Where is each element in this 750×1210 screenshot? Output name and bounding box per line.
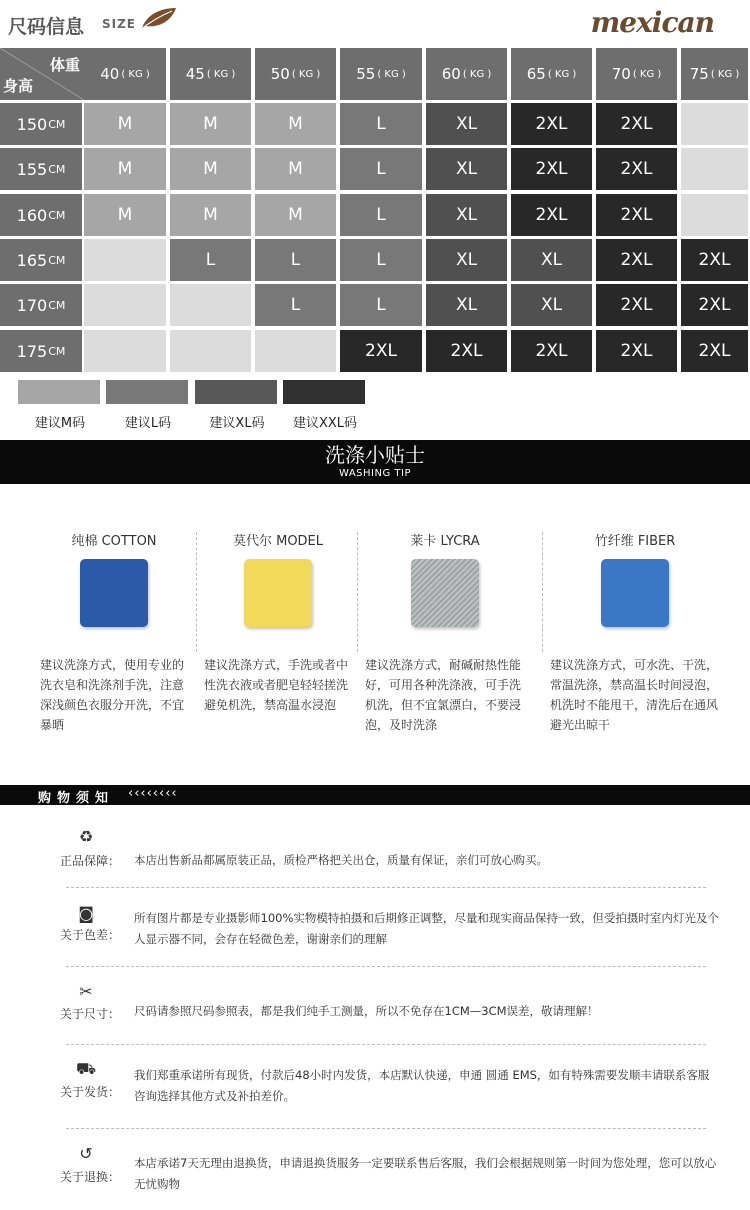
notice-text: 所有图片都是专业摄影师100%实物模特拍摄和后期修正调整，尽量和现实商品保持一致，但受拍摄时室内灯光及个人显示器不同，会存在轻微色差，谢谢亲们的理解: [134, 911, 719, 946]
legend-item: [195, 380, 279, 431]
height-header: [0, 103, 82, 145]
fabric-name: 莫代尔 MODEL: [232, 534, 324, 549]
notice-text: 本店承诺7天无理由退换货，申请退换货服务一定要联系售后客服，我们会根据规则第一时间为您处理，您可以放心无忧购物: [134, 1156, 717, 1191]
notice-label: 正品保障：: [60, 854, 121, 868]
height-value: 155: [16, 159, 48, 179]
size-cell: L: [340, 239, 422, 281]
size-cell: L: [340, 194, 422, 236]
recycle-icon: ♻: [78, 827, 94, 846]
weight-unit: ( KG ): [710, 68, 740, 80]
size-info-title: 尺码信息: [8, 16, 85, 38]
size-cell: [84, 330, 166, 372]
weight-unit: ( KG ): [121, 68, 150, 80]
size-cell: XL: [426, 103, 507, 145]
fabric-swatch: [411, 559, 479, 627]
size-cell: 2XL: [511, 148, 592, 190]
height-value: 165: [16, 250, 48, 270]
size-cell: 2XL: [596, 239, 677, 281]
size-cell: M: [255, 103, 336, 145]
weight-header: [170, 48, 251, 100]
camera-icon: ◙: [78, 904, 94, 923]
size-cell: XL: [426, 194, 507, 236]
weight-unit: ( KG ): [291, 68, 321, 80]
height-header: [0, 148, 82, 190]
notice-text: 我们郑重承诺所有现货，付款后48小时内发货，本店默认快递，申通 圆通 EMS，如有特殊需要发顺丰请联系客服咨询选择其他方式及补拍差价。: [134, 1068, 710, 1103]
truck-icon: ⛟: [76, 1059, 97, 1078]
size-cell: XL: [511, 239, 592, 281]
weight-header: [681, 48, 748, 100]
fabric-divider: [542, 532, 543, 652]
size-cell: M: [255, 194, 336, 236]
notice-separator: [66, 1128, 706, 1129]
fabric-care-text: 建议洗涤方式，可水洗、干洗，常温洗涤，禁高温长时间浸泡，机洗时不能甩干，清洗后在通风避光出晾干: [550, 658, 719, 732]
size-chart-table: [0, 48, 750, 374]
shopping-notice-title: 购物须知: [38, 791, 115, 806]
fabric-care-text: 建议洗涤方式，耐碱耐热性能好，可用各种洗涤液，可手洗机洗，但不宜氯漂白，不要浸泡，及时洗涤: [365, 658, 522, 732]
fabric-swatch: [80, 559, 148, 627]
size-cell: L: [340, 148, 422, 190]
legend-swatch: [195, 380, 277, 404]
table-corner-header: [0, 48, 84, 100]
size-cell: L: [340, 284, 422, 326]
size-cell: XL: [511, 284, 592, 326]
legend-label: 建议XXL码: [292, 416, 358, 431]
fabric-divider: [357, 532, 358, 652]
fabric-swatch: [244, 559, 312, 627]
size-legend: [0, 380, 750, 436]
weight-value: 75: [689, 65, 709, 83]
size-cell: 2XL: [596, 284, 677, 326]
size-cell: M: [84, 194, 166, 236]
weight-header: [426, 48, 507, 100]
legend-label: 建议L码: [124, 416, 172, 431]
size-cell: 2XL: [340, 330, 422, 372]
weight-unit: ( KG ): [547, 68, 577, 80]
size-cell: 2XL: [596, 103, 677, 145]
size-cell: 2XL: [511, 103, 592, 145]
legend-label: 建议M码: [34, 416, 86, 431]
notice-label: 关于发货：: [60, 1085, 121, 1099]
page-header: [0, 0, 750, 48]
fabric-name: 纯棉 COTTON: [71, 534, 157, 549]
size-en-label: SIZE: [102, 17, 137, 31]
weight-header: [84, 48, 166, 100]
size-cell: XL: [426, 239, 507, 281]
size-cell: [170, 284, 251, 326]
fabric-swatch: [601, 559, 669, 627]
shopping-notice-banner: [0, 785, 750, 805]
size-cell: 2XL: [426, 330, 507, 372]
weight-unit: ( KG ): [462, 68, 492, 80]
weight-header: [340, 48, 422, 100]
washing-tip-subtitle: WASHING TIP: [339, 468, 411, 479]
leaf-icon: [138, 6, 178, 32]
size-cell: XL: [426, 284, 507, 326]
weight-value: 70: [611, 65, 631, 83]
notice-text: 尺码请参照尺码参照表，都是我们纯手工测量，所以不免存在1CM—3CM误差，敬请理解！: [134, 1004, 599, 1018]
height-unit: CM: [48, 117, 66, 131]
fabric-name: 竹纤维 FIBER: [594, 534, 676, 549]
height-value: 170: [16, 295, 48, 315]
notice-separator: [66, 966, 706, 967]
fabric-card: [204, 530, 352, 715]
legend-item: [18, 380, 102, 431]
legend-swatch: [106, 380, 188, 404]
weight-header: [255, 48, 336, 100]
legend-swatch: [18, 380, 100, 404]
weight-value: 60: [441, 65, 461, 83]
size-cell: L: [255, 239, 336, 281]
weight-header: [596, 48, 677, 100]
legend-item: [106, 380, 190, 431]
size-cell: 2XL: [681, 239, 748, 281]
size-cell: 2XL: [596, 148, 677, 190]
return-icon: ↺: [79, 1144, 93, 1163]
height-unit: CM: [48, 162, 66, 176]
size-cell: 2XL: [511, 330, 592, 372]
fabric-card: [550, 530, 720, 735]
height-header: [0, 239, 82, 281]
fabric-name: 莱卡 LYCRA: [410, 534, 480, 549]
size-cell: 2XL: [596, 194, 677, 236]
chevrons-left-icon: ‹‹‹‹‹‹‹‹: [128, 786, 178, 801]
notice-separator: [66, 1044, 706, 1045]
size-cell: XL: [426, 148, 507, 190]
height-unit: CM: [48, 298, 66, 312]
size-cell: 2XL: [596, 330, 677, 372]
height-unit: CM: [48, 208, 66, 222]
size-cell: M: [84, 103, 166, 145]
weight-unit: ( KG ): [206, 68, 236, 80]
height-unit: CM: [48, 344, 66, 358]
height-axis-label: 身高: [3, 77, 34, 95]
brand-logo: mexican: [590, 6, 714, 39]
notice-label: 关于色差：: [60, 928, 121, 942]
legend-item: [283, 380, 367, 431]
size-cell: [84, 239, 166, 281]
legend-swatch: [283, 380, 365, 404]
notice-separator: [66, 887, 706, 888]
size-cell: [681, 103, 748, 145]
size-cell: 2XL: [511, 194, 592, 236]
height-header: [0, 330, 82, 372]
weight-unit: ( KG ): [377, 68, 406, 80]
size-cell: 2XL: [681, 284, 748, 326]
size-cell: [84, 284, 166, 326]
size-cell: M: [255, 148, 336, 190]
weight-unit: ( KG ): [632, 68, 662, 80]
size-cell: 2XL: [681, 330, 748, 372]
size-cell: [681, 194, 748, 236]
height-value: 150: [16, 114, 48, 134]
fabric-divider: [196, 532, 197, 652]
washing-tip-title: 洗涤小贴士: [325, 443, 425, 467]
weight-value: 65: [526, 65, 546, 83]
washing-tip-banner: [0, 440, 750, 484]
weight-header: [511, 48, 592, 100]
size-cell: M: [84, 148, 166, 190]
height-unit: CM: [48, 253, 66, 267]
weight-value: 40: [100, 65, 120, 83]
size-cell: [255, 330, 336, 372]
weight-value: 45: [185, 65, 205, 83]
fabric-card: [365, 530, 525, 735]
size-cell: L: [340, 103, 422, 145]
weight-value: 50: [270, 65, 290, 83]
height-value: 160: [16, 205, 48, 225]
height-header: [0, 194, 82, 236]
notice-label: 关于退换：: [60, 1170, 121, 1184]
height-header: [0, 284, 82, 326]
size-cell: M: [170, 194, 251, 236]
legend-label: 建议XL码: [209, 416, 265, 431]
size-cell: M: [170, 103, 251, 145]
notice-label: 关于尺寸：: [60, 1007, 121, 1021]
size-cell: [170, 330, 251, 372]
size-cell: L: [170, 239, 251, 281]
weight-value: 55: [356, 65, 376, 83]
size-cell: [681, 148, 748, 190]
fabric-care-text: 建议洗涤方式，手洗或者中性洗衣液或者肥皂轻轻搓洗避免机洗，禁高温水浸泡: [204, 658, 349, 712]
fabric-card: [40, 530, 188, 735]
size-cell: M: [170, 148, 251, 190]
fabric-care-text: 建议洗涤方式，使用专业的洗衣皂和洗涤剂手洗，注意深浅颜色衣服分开洗，不宜暴晒: [40, 658, 185, 732]
size-cell: L: [255, 284, 336, 326]
scissors-icon: ✂: [79, 982, 93, 1001]
notice-text: 本店出售新品都属原装正品，质检严格把关出仓，质量有保证，亲们可放心购买。: [134, 853, 548, 867]
height-value: 175: [16, 341, 48, 361]
weight-axis-label: 体重: [49, 56, 80, 74]
